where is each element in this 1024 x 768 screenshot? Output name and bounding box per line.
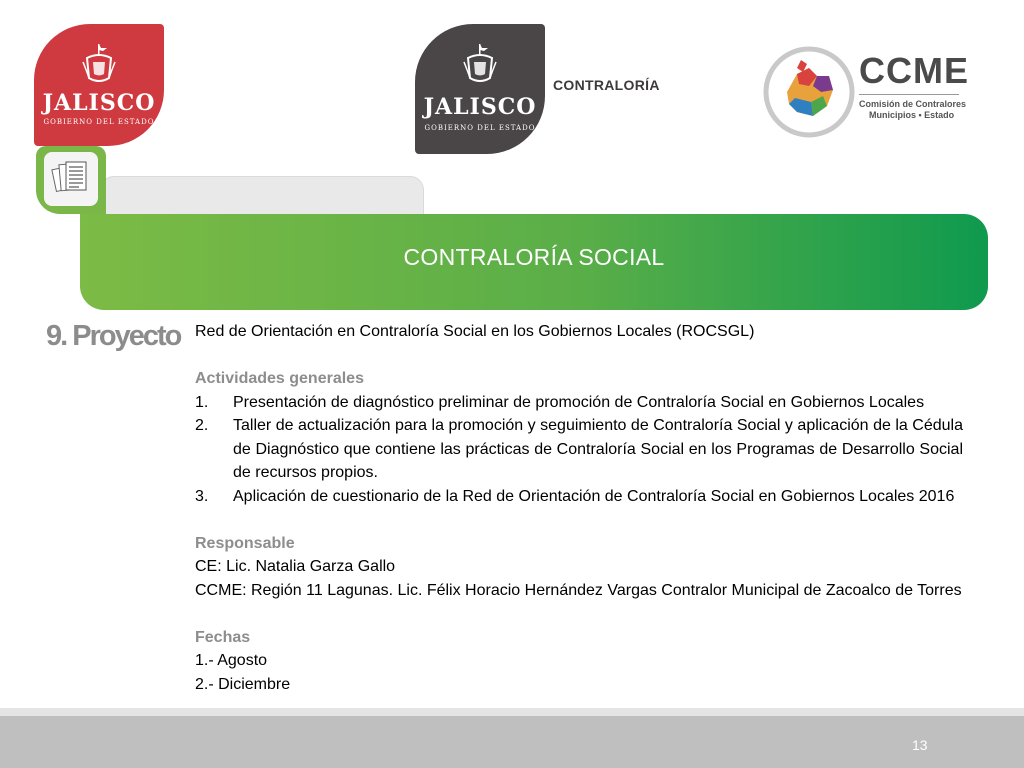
coat-of-arms-icon	[462, 42, 498, 86]
contraloria-label: CONTRALORÍA	[553, 77, 660, 93]
activities-heading: Actividades generales	[195, 370, 364, 387]
responsible-ccme: CCME: Región 11 Lagunas. Lic. Félix Horacio Hernández Vargas Contralor Municipal de Zacoalco de Torres	[195, 581, 962, 599]
section-label: 9. Proyecto	[46, 320, 181, 352]
responsible-ce: CE: Lic. Natalia Garza Gallo	[195, 558, 396, 575]
jalisco-contraloria-logo	[415, 24, 545, 154]
documents-icon	[44, 152, 98, 206]
activities-list	[195, 391, 963, 509]
date-item: 2.- Diciembre	[195, 675, 291, 693]
jalisco-subtitle: GOBIERNO DEL ESTADO	[43, 118, 155, 126]
ccme-divider	[859, 94, 959, 95]
ccme-emblem-icon	[763, 46, 855, 138]
header-icon-tab	[36, 146, 106, 214]
project-name: Red de Orientación en Contraloría Social en los Gobiernos Locales (ROCSGL)	[195, 323, 755, 340]
jalisco-logo	[34, 24, 164, 146]
page-number: 13	[912, 737, 928, 753]
jalisco-wordmark: JALISCO	[423, 94, 537, 120]
ccme-subtitle-2: Municipios • Estado	[869, 110, 955, 120]
list-item: 3. Aplicación de cuestionario de la Red de Orientación de Contraloría Social en Gobiernos Locales 2016	[195, 487, 955, 505]
jalisco-subtitle: GOBIERNO DEL ESTADO	[424, 124, 536, 132]
page-title: CONTRALORÍA SOCIAL	[403, 244, 665, 270]
project-content	[195, 320, 963, 696]
responsible-heading: Responsable	[195, 534, 295, 552]
footer-bar	[0, 716, 1024, 768]
list-item: 1. Presentación de diagnóstico preliminar de promoción de Contraloría Social en Gobiernos Locales	[195, 393, 925, 411]
dates-heading: Fechas	[195, 628, 251, 646]
jalisco-wordmark: JALISCO	[42, 90, 156, 116]
list-item: 2. Taller de actualización para la promoción y seguimiento de Contraloría Social y aplicación de la Cédula de Diagnóstico que contiene las prácticas de Contraloría Social en los Programas de Desarrollo Social de recursos propios.	[195, 417, 963, 481]
ccme-subtitle-1: Comisión de Contralores	[859, 99, 967, 109]
date-item: 1.- Agosto	[195, 652, 268, 669]
ccme-logo	[763, 44, 973, 140]
coat-of-arms-icon	[81, 42, 117, 86]
ccme-wordmark: CCME	[859, 50, 969, 91]
